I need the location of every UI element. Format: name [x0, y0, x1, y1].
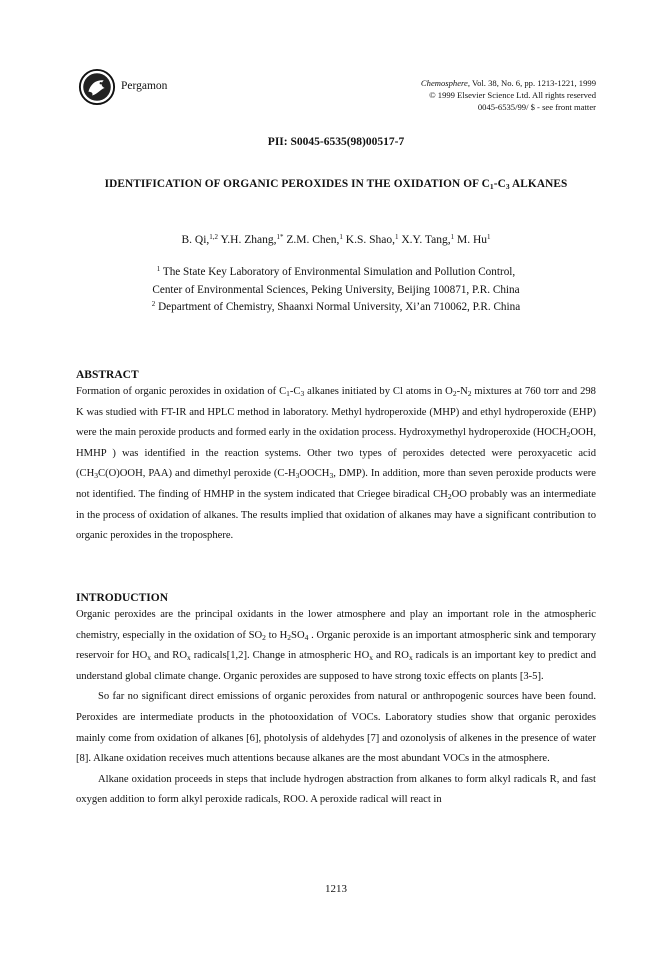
affiliation-2: $^2$ Department of Chemistry, Shaanxi Normal University, Xi’an 710062, P.R. China	[151, 300, 521, 313]
author-list: B. Qi,$^{1,2}$ Y.H. Zhang,$^{1*}$ Z.M. Chen,$^1$ K.S. Shao,$^1$ X.Y. Tang,$^1$ M. Hu$^1$	[181, 233, 491, 246]
pii-identifier: PII: S0045-6535(98)00517-7	[267, 136, 405, 148]
introduction-paragraph-1: Organic peroxides are the principal oxidants in the lower atmosphere and play an important role in the atmospheric chemistry, especially in the oxidation of $SO_2$ to $H_2SO_4$ . Organic peroxide is an important atmospheric sink and temporary reservoir for $HO_x$ and $RO_x$ radicals[1,2]. Change in atmospheric $HO_x$ and $RO_x$ radicals is an important key to predict and understand global climate change. Organic peroxides are supposed to have strong toxic effects on plants [3-5].	[76, 609, 596, 682]
pergamon-logo-icon	[78, 68, 116, 106]
author: M. Hu	[456, 234, 488, 246]
affiliation-1-line-2: Center of Environmental Sciences, Peking University, Beijing 100871, P.R. China	[152, 283, 520, 296]
introduction-paragraph-2: So far no significant direct emissions of organic peroxides from natural or anthropogenic sources have been found. Peroxides are intermediate products in the photooxidation of VOCs. Laboratory studies show that organic peroxides mainly come from oxidation of alkanes [6], photolysis of aldehydes [7] and ozonolysis of alkenes in the presence of water [8]. Alkane oxidation receives much attentions because alkanes are the most abundant VOCs in the atmosphere.	[76, 691, 596, 765]
abstract-text: Formation of organic peroxides in oxidation of $C_1-C_3$ alkanes initiated by Cl atoms in $O_2-N_2$ mixtures at 760 torr and 298 K was studied with FT-IR and HPLC method in laboratory. Methyl hydroperoxide (MHP) and ethyl hydroperoxide (EHP) were the main peroxide products and formed early in the oxidation process. Hydroxymethyl hydroperoxide ($HOCH_2OOH$, HMHP ) was identified in the reaction systems. Other two types of peroxides detected were peroxyacetic acid ($CH_3C(O)OOH$, PAA) and dimethyl peroxide ($C-H_3OOCH_3$, DMP). In addition, more than seven peroxide products were not identified. The finding of HMHP in the system indicated that Criegee biradical $CH_2OO$ probably was an intermediate in the process of oxidation of alkanes. The results implied that oxidation of alkanes may have a significant contribution to organic peroxides in the troposphere.	[76, 386, 596, 542]
author: B. Qi,	[181, 234, 210, 246]
author: Z.M. Chen,	[286, 234, 340, 246]
introduction-section	[76, 591, 596, 811]
journal-citation	[421, 77, 596, 89]
affiliation-1: $^1$ The State Key Laboratory of Environmental Simulation and Pollution Control,	[156, 265, 516, 278]
journal-name: Chemosphere	[420, 78, 468, 88]
copyright-line: © 1999 Elsevier Science Ltd. All rights reserved	[429, 90, 596, 100]
abstract-section	[76, 368, 596, 547]
page-number: 1213	[325, 883, 347, 895]
author: X.Y. Tang,	[401, 234, 451, 246]
affiliations	[0, 264, 672, 317]
issn-line: 0045-6535/99/ $ - see front matter	[477, 102, 596, 112]
publisher-name: Pergamon	[121, 80, 168, 92]
introduction-heading: INTRODUCTION	[76, 592, 169, 604]
journal-volume: , Vol. 38, No. 6, pp. 1213-1221, 1999	[467, 78, 596, 88]
journal-info-block	[421, 77, 596, 113]
introduction-paragraph-3: Alkane oxidation proceeds in steps that include hydrogen abstraction from alkanes to form alkyl radicals R, and fast oxygen addition to form alkyl peroxide radicals, ROO. A peroxide radical will react in	[76, 773, 596, 806]
paper-title: IDENTIFICATION OF ORGANIC PEROXIDES IN THE OXIDATION OF $C_1-C_3$ ALKANES	[104, 178, 568, 191]
author: K.S. Shao,	[345, 234, 395, 246]
author: Y.H. Zhang,	[220, 234, 277, 246]
abstract-heading: ABSTRACT	[76, 369, 139, 381]
